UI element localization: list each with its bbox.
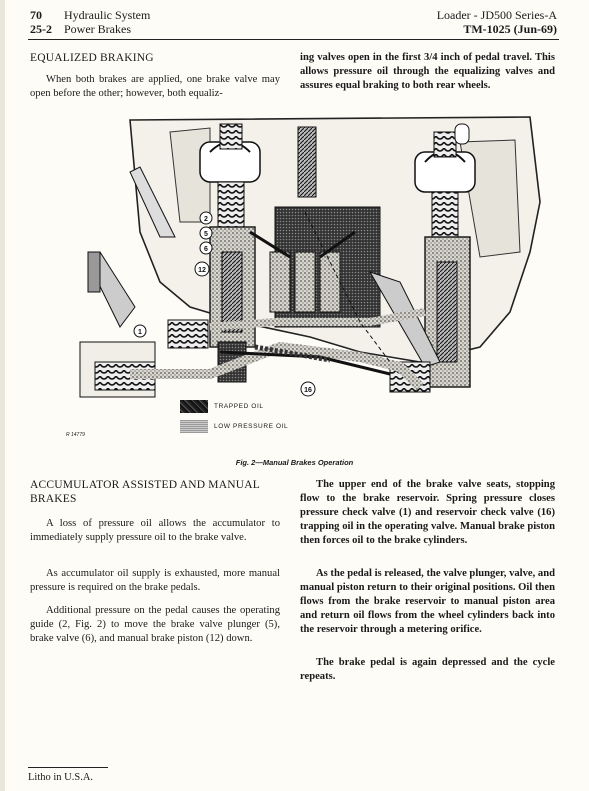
header-rule bbox=[28, 39, 559, 40]
legend-low-label: LOW PRESSURE OIL bbox=[214, 423, 289, 430]
manual-code: TM-1025 (Jun-69) bbox=[463, 22, 557, 36]
right-paragraph-1: The upper end of the brake valve seats, stopping flow to the brake reservoir. Spring pressure closes pressure check valve (1) and reservoir check valve (16) trapping oil in the operating valve. Manual brake piston then forces oil to the brake cylinders. bbox=[300, 479, 555, 546]
footer-litho: Litho in U.S.A. bbox=[28, 772, 94, 783]
equalized-right-paragraph: ing valves open in the first 3/4 inch of pedal travel. This allows pressure oil through the equalizing valves and assures equal braking to both rear wheels. bbox=[300, 52, 555, 91]
figure-caption: Fig. 2—Manual Brakes Operation bbox=[235, 458, 354, 467]
callout-6-label: 6 bbox=[204, 246, 208, 253]
heading-equalized-braking: EQUALIZED BRAKING bbox=[30, 52, 154, 64]
heading-accumulator-line1: ACCUMULATOR ASSISTED AND MANUAL bbox=[30, 479, 260, 491]
legend-trapped-label: TRAPPED OIL bbox=[214, 403, 264, 410]
figure-id: R 14779 bbox=[66, 432, 85, 438]
right-paragraph-3: The brake pedal is again depressed and the cycle repeats. bbox=[300, 657, 555, 682]
scan-edge bbox=[0, 0, 5, 791]
callout-2-label: 2 bbox=[204, 216, 208, 223]
heading-accumulator-line2: BRAKES bbox=[30, 493, 77, 505]
legend-trapped-swatch bbox=[180, 400, 208, 413]
callout-5-label: 5 bbox=[204, 231, 208, 238]
callout-1-label: 1 bbox=[138, 329, 142, 336]
page-number: 70 bbox=[30, 8, 42, 22]
accumulator-paragraph-3: Additional pressure on the pedal causes the operating guide (2, Fig. 2) to move the brake valve plunger (5), brake valve (6), and manual brake piston (12) down. bbox=[30, 605, 280, 644]
book-title: Loader - JD500 Series-A bbox=[436, 8, 557, 22]
footer-rule bbox=[28, 767, 108, 768]
section-title: Hydraulic System bbox=[64, 8, 151, 22]
manual-brakes-figure bbox=[60, 112, 560, 442]
equalized-left-paragraph: When both brakes are applied, one brake valve may open before the other; however, both equaliz- bbox=[30, 74, 280, 99]
legend-low-swatch bbox=[180, 420, 208, 433]
callout-12-label: 12 bbox=[198, 267, 206, 274]
callout-16-label: 16 bbox=[304, 387, 312, 394]
group-number: 25-2 bbox=[30, 22, 52, 36]
right-paragraph-2: As the pedal is released, the valve plunger, valve, and manual piston return to their original positions. Oil then flows from the brake reservoir to manual piston area and return oil flows from the wheel cylinders back into the reservoir through a metering orifice. bbox=[300, 568, 555, 635]
accumulator-paragraph-2: As accumulator oil supply is exhausted, more manual pressure is required on the brake pedals. bbox=[30, 568, 280, 593]
accumulator-paragraph-1: A loss of pressure oil allows the accumulator to immediately supply pressure oil to the brake valve. bbox=[30, 518, 280, 543]
group-title: Power Brakes bbox=[64, 22, 131, 36]
